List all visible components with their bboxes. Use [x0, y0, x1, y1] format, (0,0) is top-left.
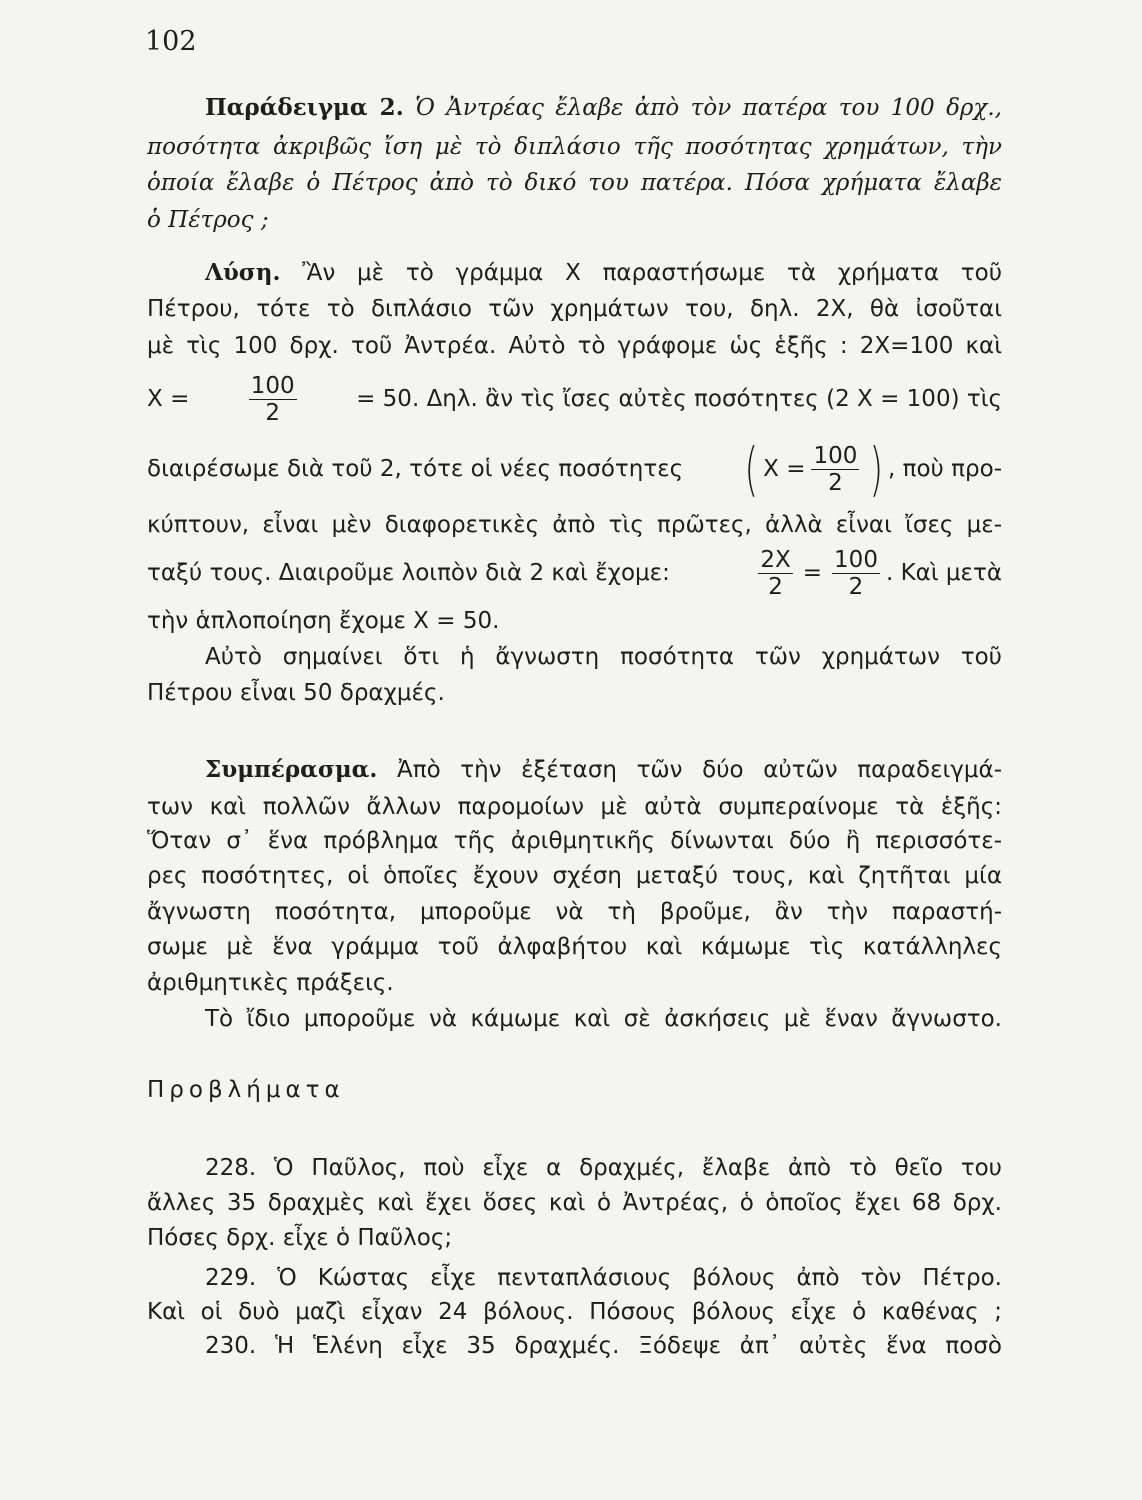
fraction-100-over-2: $\frac{100}{2}$: [250, 372, 295, 426]
problem-230-line-1: 230. Ἡ Ἑλένη εἶχε 35 δραχμές. Ξόδεψε ἀπ᾿ αὐτὲς ἕνα ποσὸ: [205, 1333, 1002, 1359]
example-line-4: ὁ Πέτρος ;: [147, 207, 269, 233]
problem-228-line-3: Πόσες δρχ. εἶχε ὁ Παῦλος;: [147, 1225, 453, 1251]
fraction-100-over-2-b: $\frac{100}{2}$: [813, 442, 858, 496]
solution-line-7: ταξύ τους. Διαιροῦμε λοιπὸν διὰ 2 καὶ ἔχομε: $\frac{2X}{2}$ = $\frac{100}{2}$ . Καὶ μετὰ: [147, 546, 1002, 600]
solution-equation-1: X = $\frac{100}{2}$ = 50. Δηλ. ἂν τὶς ἴσες αὐτὲς ποσότητες (2 X = 100) τὶς: [147, 372, 1002, 426]
conclusion-line-1: Συμπέρασμα. Ἀπὸ τὴν ἐξέταση τῶν δύο αὐτῶν παραδειγμά-: [205, 756, 1002, 783]
conclusion-line-4: ρες ποσότητες, οἱ ὁποῖες ἔχουν σχέση μεταξύ τους, καὶ ζητῆται μία: [147, 863, 1002, 889]
conclusion-heading: Συμπέρασμα.: [205, 756, 378, 783]
problems-heading: Προβλήματα: [147, 1077, 345, 1103]
fraction-2x-over-2: $\frac{2X}{2}$: [760, 546, 791, 600]
problem-229-line-1: 229. Ὁ Κώστας εἶχε πενταπλάσιους βόλους ἀπὸ τὸν Πέτρο.: [205, 1265, 1002, 1291]
conclusion-line-3: Ὅταν σ᾿ ἕνα πρόβλημα τῆς ἀριθμητικῆς δίνωνται δύο ἢ περισσότε-: [147, 828, 1002, 854]
example-heading: Παράδειγμα 2.: [205, 94, 404, 121]
conclusion-line-5: ἄγνωστη ποσότητα, μποροῦμε νὰ τὴ βροῦμε, ἂν τὴν παραστή-: [147, 899, 1002, 925]
solution-line-9: Αὐτὸ σημαίνει ὅτι ἡ ἄγνωστη ποσότητα τῶν χρημάτων τοῦ: [205, 644, 1002, 670]
solution-heading: Λύση.: [205, 259, 281, 286]
fraction-100-over-2-c: $\frac{100}{2}$: [834, 546, 878, 600]
solution-line-8: τὴν ἁπλοποίηση ἔχομε X = 50.: [147, 608, 500, 634]
problem-229-line-2: Καὶ οἱ δυὸ μαζὶ εἶχαν 24 βόλους. Πόσους βόλους εἶχε ὁ καθένας ;: [147, 1299, 1002, 1325]
example-line-2: ποσότητα ἀκριβῶς ἴση μὲ τὸ διπλάσιο τῆς ποσότητας χρημάτων, τὴν: [147, 134, 1002, 160]
solution-line-6: κύπτουν, εἶναι μὲν διαφορετικὲς ἀπὸ τὶς πρῶτες, ἀλλὰ εἶναι ἴσες με-: [147, 512, 1002, 538]
solution-line-2: Πέτρου, τότε τὸ διπλάσιο τῶν χρημάτων του, δηλ. 2X, θὰ ἰσοῦται: [147, 296, 1002, 322]
conclusion-line-8: Τὸ ἴδιο μποροῦμε νὰ κάμωμε καὶ σὲ ἀσκήσεις μὲ ἕναν ἄγνωστο.: [205, 1006, 1002, 1032]
solution-line-10: Πέτρου εἶναι 50 δραχμές.: [147, 680, 445, 706]
problem-228-line-2: ἄλλες 35 δραχμὲς καὶ ἔχει ὅσες καὶ ὁ Ἀντρέας, ὁ ὁποῖος ἔχει 68 δρχ.: [147, 1190, 1002, 1216]
problem-228-line-1: 228. Ὁ Παῦλος, ποὺ εἶχε α δραχμές, ἔλαβε ἀπὸ τὸ θεῖο του: [205, 1155, 1002, 1181]
solution-line-5: διαιρέσωμε διὰ τοῦ 2, τότε οἱ νέες ποσότητες ( X = $\frac{100}{2}$ ) , ποὺ προ-: [147, 435, 1002, 503]
conclusion-line-6: σωμε μὲ ἕνα γράμμα τοῦ ἀλφαβήτου καὶ κάμωμε τὶς κατάλληλες: [147, 934, 1002, 960]
conclusion-line-7: ἀριθμητικὲς πράξεις.: [147, 970, 394, 996]
solution-line-1: Λύση. Ἂν μὲ τὸ γράμμα X παραστήσωμε τὰ χρήματα τοῦ: [205, 259, 1003, 286]
solution-line-3: μὲ τὶς 100 δρχ. τοῦ Ἀντρέα. Αὐτὸ τὸ γράφομε ὡς ἑξῆς : 2X=100 καὶ: [147, 333, 1002, 359]
example-line-3: ὁποία ἔλαβε ὁ Πέτρος ἀπὸ τὸ δικό του πατέρα. Πόσα χρήματα ἔλαβε: [147, 170, 1002, 196]
conclusion-line-2: των καὶ πολλῶν ἄλλων παρομοίων μὲ αὐτὰ συμπεραίνομε τὰ ἑξῆς:: [147, 794, 1002, 820]
example-line-1: Παράδειγμα 2. Ὁ Ἀντρέας ἔλαβε ἀπὸ τὸν πατέρα του 100 δρχ.,: [205, 94, 1002, 121]
page-number: 102: [145, 26, 197, 57]
